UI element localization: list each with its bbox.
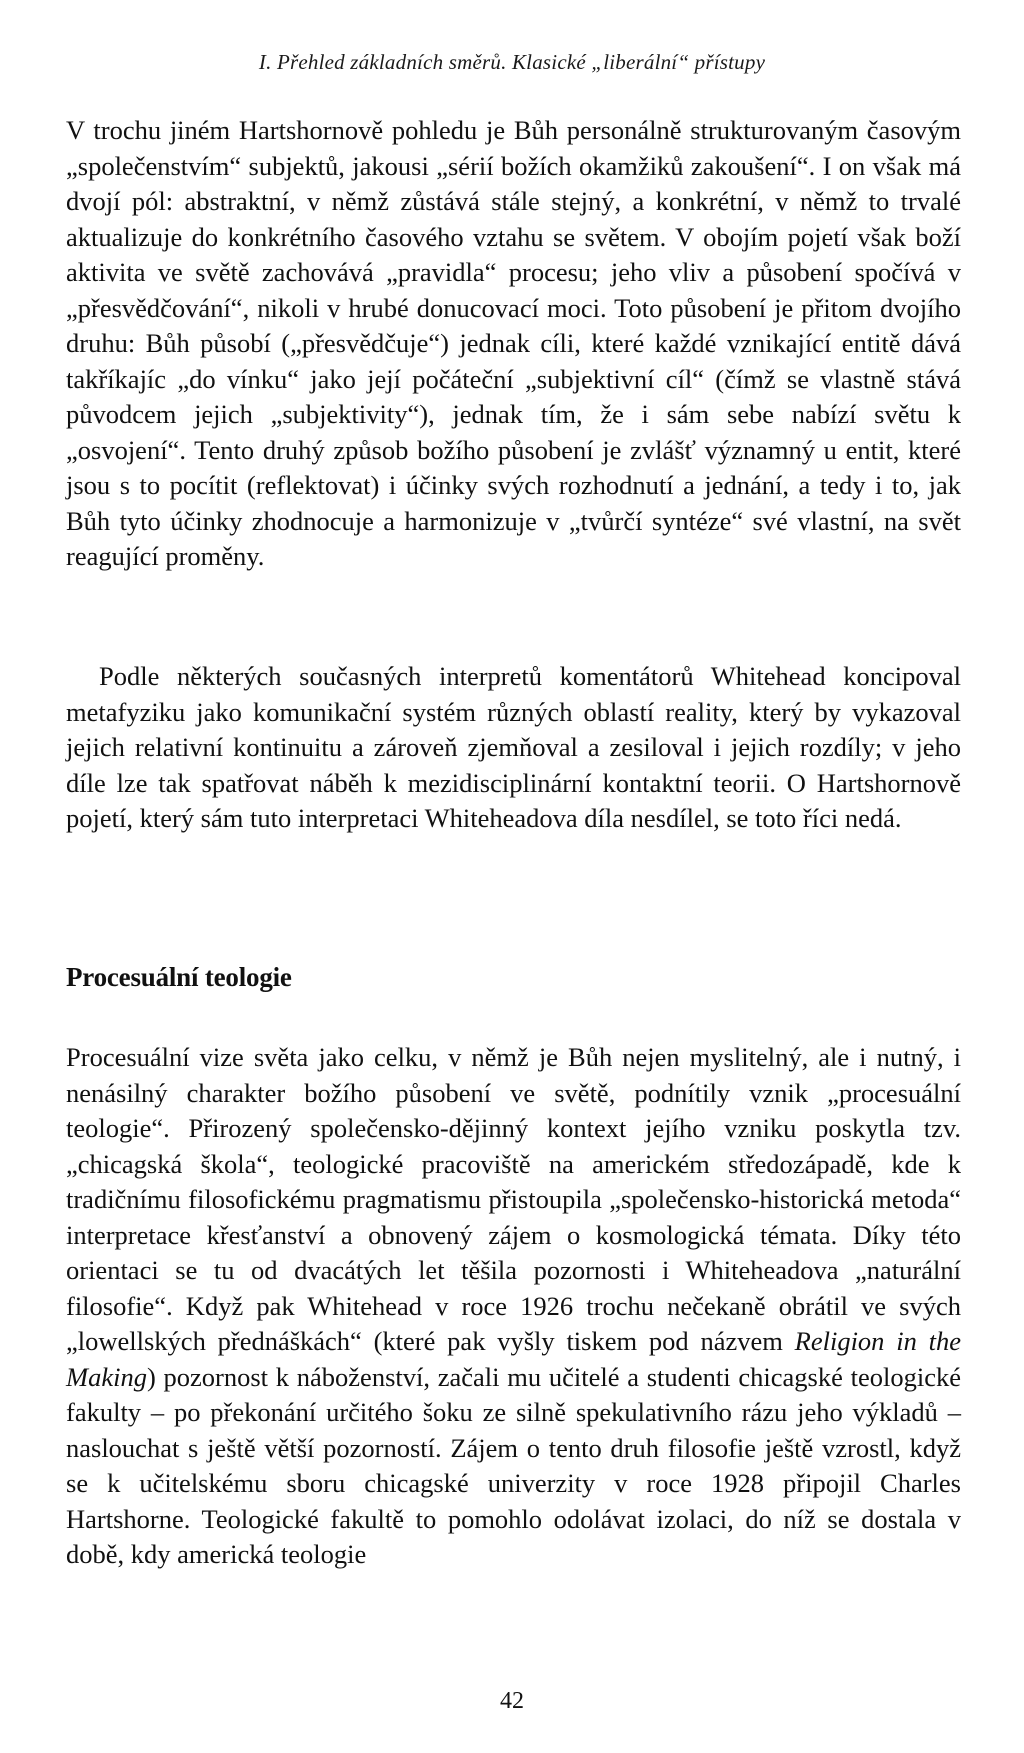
paragraph-interpreters: Podle některých současných interpretů komentátorů Whitehead koncipoval metafyziku jako komunikační systém různých oblastí reality, který by vykazoval jejich relativní kontinuitu a zároveň zjemňoval a zesiloval i jejich rozdíly; v jeho díle lze tak spatřovat náběh k mezidisciplinární kontaktní teorii. O Hartshornově pojetí, který sám tuto interpretaci Whiteheadova díla nesdílel, se toto říci nedá.	[66, 661, 961, 833]
paragraph-process-theology	[66, 1040, 961, 1573]
paragraph-text-after-title: ) pozornost k náboženství, začali mu učitelé a studenti chicagské teologické fakulty – po překonání určitého šoku ze silně spekulativního rázu jeho výkladů – naslouchat s ještě větší pozorností. Zájem o tento druh filosofie ještě vzrostl, když se k učitelskému sboru chicagské univerzity v roce 1928 připojil Charles Hartshorne. Teologické fakultě to pomohlo odolávat izolaci, do níž se dostala v době, kdy americká teologie	[66, 1361, 961, 1569]
page-number: 42	[500, 1688, 524, 1714]
book-title: Religion in the Making	[66, 1326, 961, 1392]
section-heading: Procesuální teologie	[66, 962, 292, 992]
paragraph-text-before-title: Procesuální vize světa jako celku, v němž je Bůh nejen myslitelný, ale i nutný, i nenásilný charakter božího působení ve světě, podnítily vznik „procesuální teologie“. Přirozený společensko-dějinný kontext jejího vzniku poskytla tzv. „chicagská škola“, teologické pracoviště na americkém středozápadě, kde k tradičnímu filosofickému pragmatismu přistoupila „společensko-historická metoda“ interpretace křesťanství a obnovený zájem o kosmologická témata. Díky této orientaci se tu od dvacátých let těšila pozornosti i Whiteheadova „naturální filosofie“. Když pak Whitehead v roce 1926 trochu nečekaně obrátil ve svých „lowellských přednáškách“ (které pak vyšly tiskem pod názvem	[66, 1042, 961, 1356]
running-head: I. Přehled základních směrů. Klasické „liberální“ přístupy	[258, 50, 766, 74]
paragraph-hartshorne-view: V trochu jiném Hartshornově pohledu je Bůh personálně strukturovaným časovým „společenstvím“ subjektů, jakousi „sérií božích okamžiků zakoušení“. I on však má dvojí pól: abstraktní, v němž zůstává stále stejný, a konkrétní, v němž to trvalé aktualizuje do konkrétního časového vztahu se světem. V obojím pojetí však boží aktivita ve světě zachovává „pravidla“ procesu; jeho vliv a působení spočívá v „přesvědčování“, nikoli v hrubé donucovací moci. Toto působení je přitom dvojího druhu: Bůh působí („přesvědčuje“) jednak cíli, které každé vznikající entitě dává takříkajíc „do vínku“ jako její počáteční „subjektivní cíl“ (čímž se vlastně stává původcem jejich „subjektivity“), jednak tím, že i sám sebe nabízí světu k „osvojení“. Tento druhý způsob božího působení je zvlášť významný u entit, které jsou s to pocítit (reflektovat) i účinky svých rozhodnutí a jednání, a tedy i to, jak Bůh tyto účinky zhodnocuje a harmonizuje v „tvůrčí syntéze“ své vlastní, na svět reagující proměny.	[66, 115, 961, 571]
